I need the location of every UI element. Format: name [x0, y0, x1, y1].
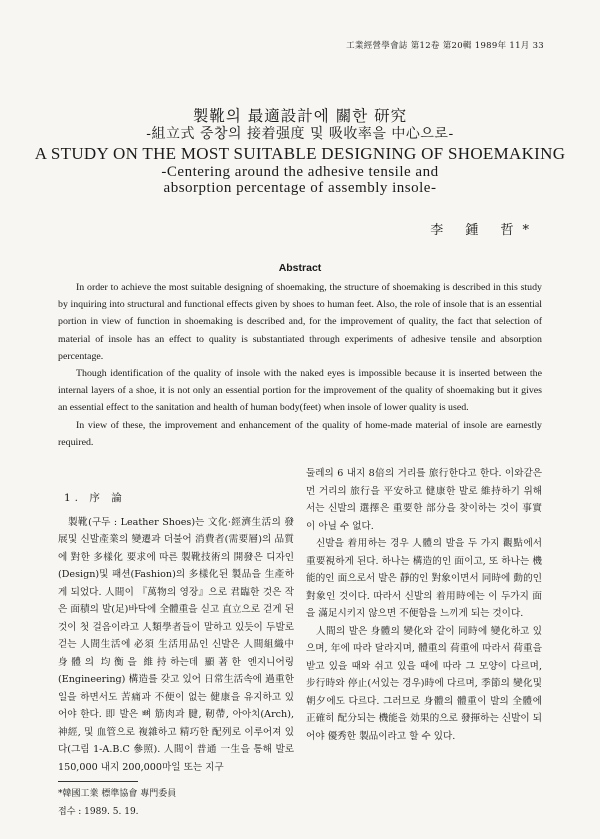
- subtitle-korean: -組立式 중창의 接着强度 및 吸收率을 中心으로-: [146, 126, 454, 142]
- abstract-paragraph: In order to achieve the most suitable designing of shoemaking, the structure of shoemaking is described in this study by inquiring into structural and functional effects given by shoes to human feet. Also, the role of insole that is an essential portion in view of function in shoemaking is described and, for the improvement of quality, the fact that selection of material of insole has an effect to quality is substantiated through experiments of adhesive tensile and absorption percentage.: [58, 282, 542, 362]
- right-column: [306, 465, 542, 745]
- title-english: A STUDY ON THE MOST SUITABLE DESIGNING OF SHOEMAKING: [34, 144, 566, 163]
- section-heading: 1. 序 論: [64, 492, 126, 504]
- running-head: 工業經營學會誌 第12卷 第20輯 1989年 11月 33: [346, 41, 544, 51]
- body-paragraph: 人間의 발은 身體의 變化와 같이 同時에 變化하고 있으며, 年에 따라 달라지며, 體重의 荷重에 따라서 荷重을 받고 있을 때와 쉬고 있을 때에 따라 그 모양이 다르며, 步行時와 停止(서있는 경우)時에 다르며, 季節의 變化및 朝夕에도 다르다. 그러므로 身體의 體重이 발의 全體에 正確히 配分되는 機能을 効果的으로 發揮하는 신발이 되어야 優秀한 製品이라고 할 수 있다.: [306, 625, 542, 742]
- left-column: [58, 490, 294, 776]
- subtitle-english-line2: absorption percentage of assembly insole-: [163, 180, 437, 196]
- footnote-received: 접수 : 1989. 5. 19.: [58, 807, 139, 817]
- title-korean: 製靴의 最適設計에 關한 研究: [192, 107, 408, 125]
- author: 李 鍾 哲*: [430, 223, 538, 238]
- body-paragraph: 둘레의 6 내지 8倍의 거리를 旅行한다고 한다. 이와같은 먼 거리의 旅行을 平安하고 健康한 발로 維持하기 위해서는 신발의 選擇은 重要한 部分을 찾이하는 것이 事實이 아닐 수 없다.: [306, 468, 542, 532]
- subtitle-english-line1: -Centering around the adhesive tensile and: [161, 164, 439, 180]
- abstract-paragraph: In view of these, the improvement and enhancement of the quality of home-made material of insole are earnestly required.: [58, 419, 542, 448]
- body-paragraph: 신발을 着用하는 경우 人體의 발을 두 가지 觀點에서 重要視하게 된다. 하나는 構造的인 面이고, 또 하나는 機能的인 面으로서 발은 靜的인 對象이면서 同時에 動的인 對象인 것이다. 따라서 신발의 着用時에는 이 두가지 面을 滿足시키지 않으면 不便함을 느끼게 되는 것이다.: [306, 538, 542, 619]
- abstract-heading: Abstract: [278, 262, 322, 274]
- abstract-body: [58, 279, 542, 451]
- abstract-paragraph: Though identification of the quality of insole with the naked eyes is impossible because it is inserted between the internal layers of a shoe, it is not only an essential portion for the improvement of the quality of shoemaking but it gives an essential effect to the sanitation and health of human body(feet) when insole of lower quality is used.: [58, 368, 542, 414]
- footnote-rule: [58, 781, 138, 782]
- footnote-affiliation: *韓國工業 標準協會 專門委員: [58, 789, 177, 799]
- body-paragraph: 製靴(구두 : Leather Shoes)는 文化·經濟生活의 發展및 신발產業의 變遷과 더불어 消費者(需要層)의 品質에 對한 多樣化 要求에 따른 製靴技術의 開發은 디자인(Design)및 패션(Fashion)의 多樣化된 製品을 生產하게 되었다. 人間이 『萬物의 영장』으로 君臨한 것은 작은 面積의 발(足)바닥에 全體重을 싣고 直立으로 걷게 된 것이 첫 걸음이라고 人類學者들이 말하고 있듯이 두발로 걷는 人間生活에 必須 生活用品인 신발은 人間組織中 身體의 均衡을 維持하는데 顯著한 엔지니어링(Engineering) 構造를 갖고 있어 日常生活속에 過重한 일을 하면서도 苦痛과 不便이 없는 健康을 유지하고 있어야 한다. 即 발은 뼈 筋肉과 腱, 靭帶, 아아치(Arch), 神經, 및 血管으로 複雜하고 精巧한 配列로 이루어져 있다(그림 1-A.B.C 參照). 人間이 普通 一生을 통해 발로 150,000 내지 200,000마일 또는 지구: [58, 516, 294, 773]
